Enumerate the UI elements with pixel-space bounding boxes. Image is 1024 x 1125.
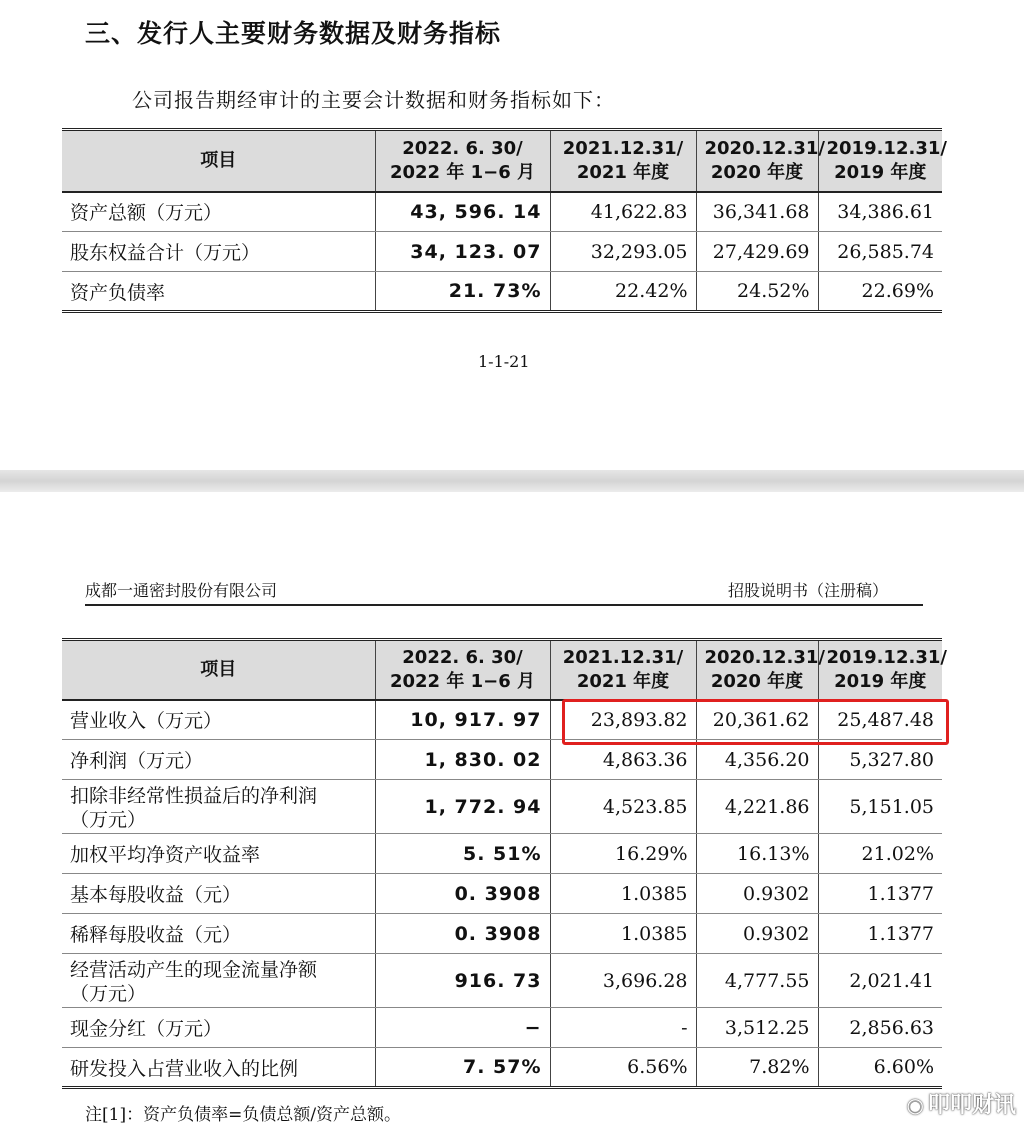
row-label-line: 稀释每股收益（元） — [70, 924, 242, 946]
cell-value: 0. 3908 — [375, 914, 550, 954]
cell-value: 43, 596. 14 — [375, 192, 550, 232]
cell-value: 3,512.25 — [696, 1008, 818, 1048]
cell-value: 1, 772. 94 — [375, 780, 550, 834]
cell-value: 36,341.68 — [696, 192, 818, 232]
row-label — [62, 954, 375, 1008]
cell-value: 4,356.20 — [696, 740, 818, 780]
cell-value: - — [550, 1008, 696, 1048]
cell-value: 22.69% — [818, 272, 942, 312]
page-number: 1-1-21 — [478, 352, 530, 371]
column-header-2022h1: 2022. 6. 30/ 2022 年 1−6 月 — [375, 130, 550, 192]
table-row — [62, 874, 942, 914]
cell-value: 2,021.41 — [818, 954, 942, 1008]
table-row — [62, 192, 942, 232]
row-label-line: 营业收入（万元） — [70, 710, 223, 733]
row-label-line: （万元） — [70, 808, 147, 831]
table-row — [62, 740, 942, 780]
row-label-line: 加权平均净资产收益率 — [70, 844, 261, 866]
cell-value: 7.82% — [696, 1048, 818, 1088]
cell-value: 27,429.69 — [696, 232, 818, 272]
row-label — [62, 914, 375, 954]
cell-value: 0.9302 — [696, 914, 818, 954]
row-label-line: 净利润（万元） — [70, 750, 204, 772]
cell-value: 26,585.74 — [818, 232, 942, 272]
cell-value: 16.13% — [696, 834, 818, 874]
cell-value: − — [375, 1008, 550, 1048]
company-name-header: 成都一通密封股份有限公司 — [85, 581, 278, 600]
cell-value: 5. 51% — [375, 834, 550, 874]
row-label — [62, 700, 375, 740]
cell-value: 3,696.28 — [550, 954, 696, 1008]
cell-value: 5,151.05 — [818, 780, 942, 834]
cell-value: 916. 73 — [375, 954, 550, 1008]
cell-value: 41,622.83 — [550, 192, 696, 232]
cell-value: 34,386.61 — [818, 192, 942, 232]
table-row — [62, 834, 942, 874]
column-header-2019: 2019.12.31/ 2019 年度 — [818, 130, 942, 192]
table-row — [62, 232, 942, 272]
cell-value: 1.1377 — [818, 914, 942, 954]
cell-value: 4,221.86 — [696, 780, 818, 834]
cell-value: 25,487.48 — [818, 700, 942, 740]
row-label — [62, 834, 375, 874]
cell-value: 20,361.62 — [696, 700, 818, 740]
cell-value: 34, 123. 07 — [375, 232, 550, 272]
cell-value: 21. 73% — [375, 272, 550, 312]
cell-value: 6.60% — [818, 1048, 942, 1088]
row-label-line: 现金分红（万元） — [70, 1018, 223, 1040]
table-row — [62, 272, 942, 312]
cell-value: 4,777.55 — [696, 954, 818, 1008]
table-row — [62, 1048, 942, 1088]
row-label — [62, 780, 375, 834]
row-label — [62, 874, 375, 914]
watermark — [907, 1088, 1016, 1119]
row-label-line: 扣除非经常性损益后的净利润 — [70, 784, 318, 807]
column-header-2021: 2021.12.31/ 2021 年度 — [550, 130, 696, 192]
financial-indicators-table — [62, 638, 947, 1089]
row-label-line: 研发投入占营业收入的比例 — [70, 1057, 299, 1080]
cell-value: 1.1377 — [818, 874, 942, 914]
document-page-1 — [0, 0, 1024, 470]
document-type-header: 招股说明书（注册稿） — [728, 581, 889, 600]
table-row — [62, 914, 942, 954]
table-header-row — [62, 130, 942, 192]
table-row — [62, 700, 942, 740]
cell-value: 10, 917. 97 — [375, 700, 550, 740]
row-label — [62, 1008, 375, 1048]
row-label: 资产负债率 — [62, 272, 375, 312]
row-label-line: （万元） — [70, 982, 147, 1005]
page-separator — [0, 470, 1024, 492]
cell-value: 16.29% — [550, 834, 696, 874]
header-divider — [85, 604, 923, 606]
watermark-text: 叩叩财讯 — [927, 1093, 1016, 1118]
weibo-icon: ◉ — [906, 1093, 924, 1117]
financial-summary-table — [62, 128, 947, 313]
cell-value: 22.42% — [550, 272, 696, 312]
column-header-item: 项目 — [62, 130, 375, 192]
table-header-row — [62, 640, 942, 700]
cell-value: 23,893.82 — [550, 700, 696, 740]
cell-value: 7. 57% — [375, 1048, 550, 1088]
intro-text: 公司报告期经审计的主要会计数据和财务指标如下： — [132, 88, 615, 112]
column-header-item: 项目 — [62, 640, 375, 700]
row-label-line: 基本每股收益（元） — [70, 884, 242, 906]
column-header-2020: 2020.12.31/ 2020 年度 — [696, 130, 818, 192]
column-header-2020: 2020.12.31/ 2020 年度 — [696, 640, 818, 700]
cell-value: 4,523.85 — [550, 780, 696, 834]
cell-value: 1.0385 — [550, 914, 696, 954]
table-row — [62, 954, 942, 1008]
cell-value: 21.02% — [818, 834, 942, 874]
row-label: 股东权益合计（万元） — [62, 232, 375, 272]
row-label: 资产总额（万元） — [62, 192, 375, 232]
column-header-2019: 2019.12.31/ 2019 年度 — [818, 640, 942, 700]
row-label-line: 经营活动产生的现金流量净额 — [70, 958, 318, 981]
column-header-2022h1: 2022. 6. 30/ 2022 年 1−6 月 — [375, 640, 550, 700]
table-body — [62, 700, 942, 1088]
cell-value: 2,856.63 — [818, 1008, 942, 1048]
row-label — [62, 1048, 375, 1088]
column-header-2021: 2021.12.31/ 2021 年度 — [550, 640, 696, 700]
cell-value: 6.56% — [550, 1048, 696, 1088]
table-row — [62, 780, 942, 834]
cell-value: 0. 3908 — [375, 874, 550, 914]
document-page-2 — [0, 492, 1024, 1123]
row-label — [62, 740, 375, 780]
cell-value: 32,293.05 — [550, 232, 696, 272]
cell-value: 0.9302 — [696, 874, 818, 914]
footnote: 注[1]：资产负债率=负债总额/资产总额。 — [85, 1105, 402, 1125]
cell-value: 4,863.36 — [550, 740, 696, 780]
cell-value: 1, 830. 02 — [375, 740, 550, 780]
cell-value: 24.52% — [696, 272, 818, 312]
cell-value: 5,327.80 — [818, 740, 942, 780]
section-title: 三、发行人主要财务数据及财务指标 — [85, 19, 502, 48]
table-row — [62, 1008, 942, 1048]
cell-value: 1.0385 — [550, 874, 696, 914]
